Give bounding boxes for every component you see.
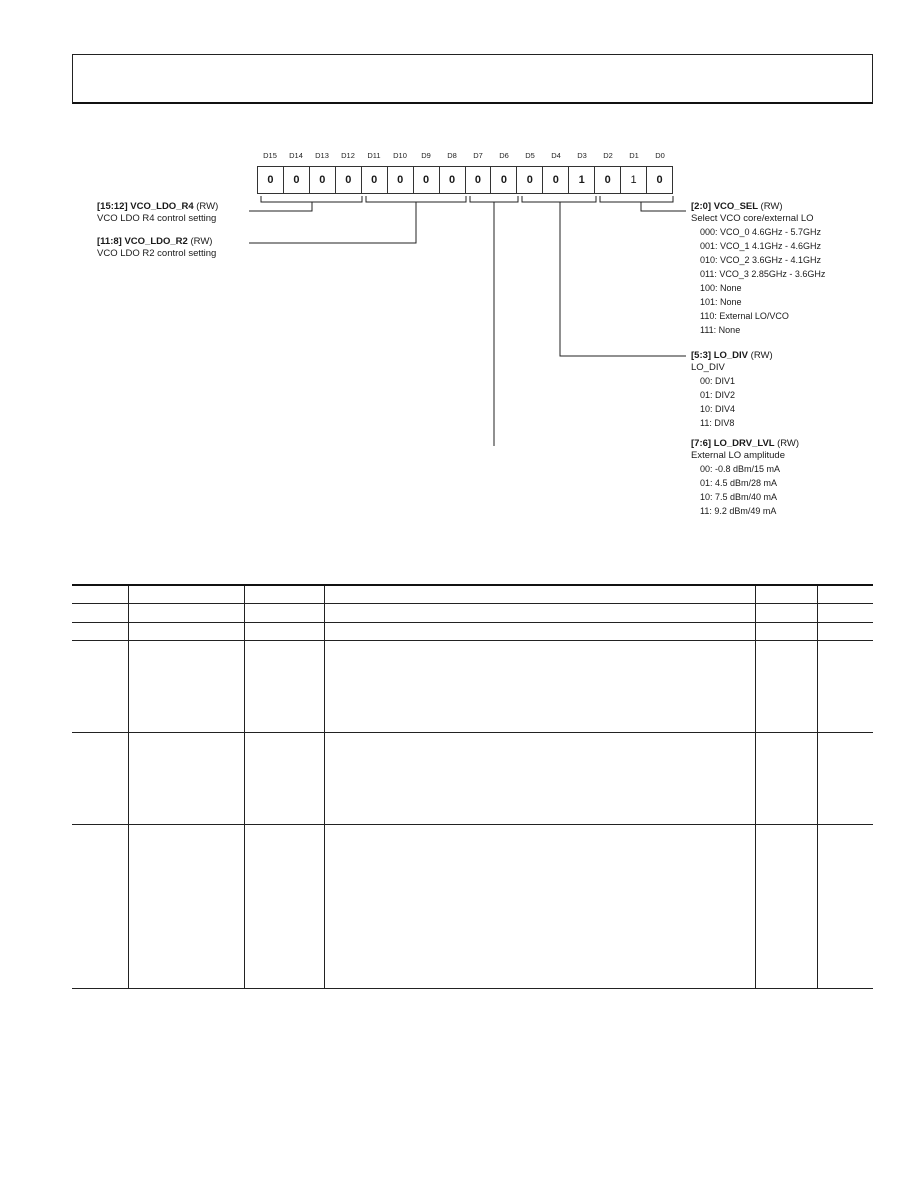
option-item: 10: DIV4: [700, 404, 736, 414]
field-access: (RW): [750, 350, 773, 361]
field-lo-drv-lvl: [691, 438, 799, 518]
bracket-lo-drv-lvl: [470, 196, 518, 202]
bit-value-cell: 0: [258, 167, 284, 193]
field-description: VCO LDO R2 control setting: [97, 248, 217, 259]
bit-label: D5: [525, 151, 535, 160]
option-item: 00: DIV1: [700, 376, 736, 386]
table-row: [72, 825, 873, 989]
bit-value-cell: 0: [440, 167, 466, 193]
field-description: VCO LDO R4 control setting: [97, 213, 217, 224]
bit-label: D12: [341, 151, 355, 160]
bit-label: D10: [393, 151, 407, 160]
field-title: [691, 350, 773, 362]
bracket-vco-ldo-r2: [366, 196, 466, 202]
leader-vco-ldo-r2: [249, 202, 416, 243]
option-item: 000: VCO_0 4.6GHz - 5.7GHz: [700, 227, 822, 237]
table-row: [72, 623, 873, 641]
field-vco-sel: [691, 201, 825, 337]
bit-label: D4: [551, 151, 561, 160]
field-name: VCO_SEL: [713, 201, 758, 212]
bit-value-cell: 1: [569, 167, 595, 193]
leader-vco-ldo-r4: [249, 202, 312, 211]
table-header-row: [72, 585, 873, 604]
option-item: 100: None: [700, 283, 742, 293]
bit-value-cell: 0: [543, 167, 569, 193]
bit-value-cell: 0: [466, 167, 492, 193]
bit-value-cell: 0: [595, 167, 621, 193]
bit-label: D13: [315, 151, 329, 160]
bit-label: D11: [367, 151, 381, 160]
table-header-cell: [817, 585, 873, 604]
bit-value-cell: 0: [414, 167, 440, 193]
option-item: 10: 7.5 dBm/40 mA: [700, 492, 778, 502]
bit-value-cell: 0: [362, 167, 388, 193]
table-header-cell: [324, 585, 755, 604]
field-access: (RW): [760, 201, 783, 212]
field-description: External LO amplitude: [691, 450, 785, 461]
bit-value-cell: 0: [336, 167, 362, 193]
option-item: 010: VCO_2 3.6GHz - 4.1GHz: [700, 255, 822, 265]
bit-value-cell: 0: [517, 167, 543, 193]
table-header-cell: [128, 585, 244, 604]
field-bits: [15:12]: [97, 201, 128, 212]
bit-value-cell: 0: [491, 167, 517, 193]
bit-label: D6: [499, 151, 509, 160]
option-list: [691, 374, 773, 430]
option-item: 01: DIV2: [700, 390, 736, 400]
table-header-cell: [755, 585, 817, 604]
bracket-vco-ldo-r4: [261, 196, 362, 202]
field-lo-div: [691, 350, 773, 430]
bit-value-cell: 1: [621, 167, 647, 193]
option-list: [691, 225, 825, 337]
bracket-vco-sel: [600, 196, 673, 202]
field-name: LO_DRV_LVL: [713, 438, 775, 449]
field-access: (RW): [777, 438, 800, 449]
field-title: [691, 438, 799, 450]
field-access: (RW): [196, 201, 219, 212]
field-bits: [2:0]: [691, 201, 712, 212]
option-item: 00: -0.8 dBm/15 mA: [700, 464, 781, 474]
field-title: [97, 201, 218, 213]
bracket-lo-div: [522, 196, 596, 202]
table-header-cell: [72, 585, 128, 604]
bit-value-cell: 0: [284, 167, 310, 193]
bit-label: D1: [629, 151, 639, 160]
field-title: [691, 201, 825, 213]
field-access: (RW): [190, 236, 213, 247]
option-item: 11: DIV8: [700, 418, 735, 428]
field-bits: [7:6]: [691, 438, 712, 449]
option-item: 11: 9.2 dBm/49 mA: [700, 506, 777, 516]
field-name: VCO_LDO_R2: [124, 236, 188, 247]
bit-label: D9: [421, 151, 431, 160]
bit-value-cell: 0: [388, 167, 414, 193]
option-item: 01: 4.5 dBm/28 mA: [700, 478, 778, 488]
leader-vco-sel: [641, 202, 686, 211]
bit-value-cell: 0: [647, 167, 672, 193]
option-item: 110: External LO/VCO: [700, 311, 789, 321]
field-bits: [11:8]: [97, 236, 122, 247]
option-item: 011: VCO_3 2.85GHz - 3.6GHz: [700, 269, 826, 279]
field-description: LO_DIV: [691, 362, 725, 373]
option-item: 111: None: [700, 325, 741, 335]
leader-lo-div: [560, 202, 686, 356]
option-list: [691, 462, 799, 518]
bit-label: D14: [289, 151, 303, 160]
field-bits: [5:3]: [691, 350, 712, 361]
bit-label: D15: [263, 151, 277, 160]
field-vco-ldo-r2: [97, 236, 216, 260]
option-item: 101: None: [700, 297, 742, 307]
bit-value-cell: 0: [310, 167, 336, 193]
table-header-cell: [244, 585, 324, 604]
table-row: [72, 641, 873, 733]
field-vco-ldo-r4: [97, 201, 218, 225]
bit-label: D3: [577, 151, 587, 160]
table-row: [72, 604, 873, 623]
table-row: [72, 733, 873, 825]
bit-label: D0: [655, 151, 665, 160]
bit-label: D2: [603, 151, 613, 160]
register-detail-table: [72, 584, 873, 989]
field-title: [97, 236, 216, 248]
field-name: LO_DIV: [713, 350, 749, 361]
option-item: 001: VCO_1 4.1GHz - 4.6GHz: [700, 241, 822, 251]
bit-label: D8: [447, 151, 457, 160]
field-name: VCO_LDO_R4: [130, 201, 194, 212]
field-description: Select VCO core/external LO: [691, 213, 814, 224]
bit-label: D7: [473, 151, 483, 160]
